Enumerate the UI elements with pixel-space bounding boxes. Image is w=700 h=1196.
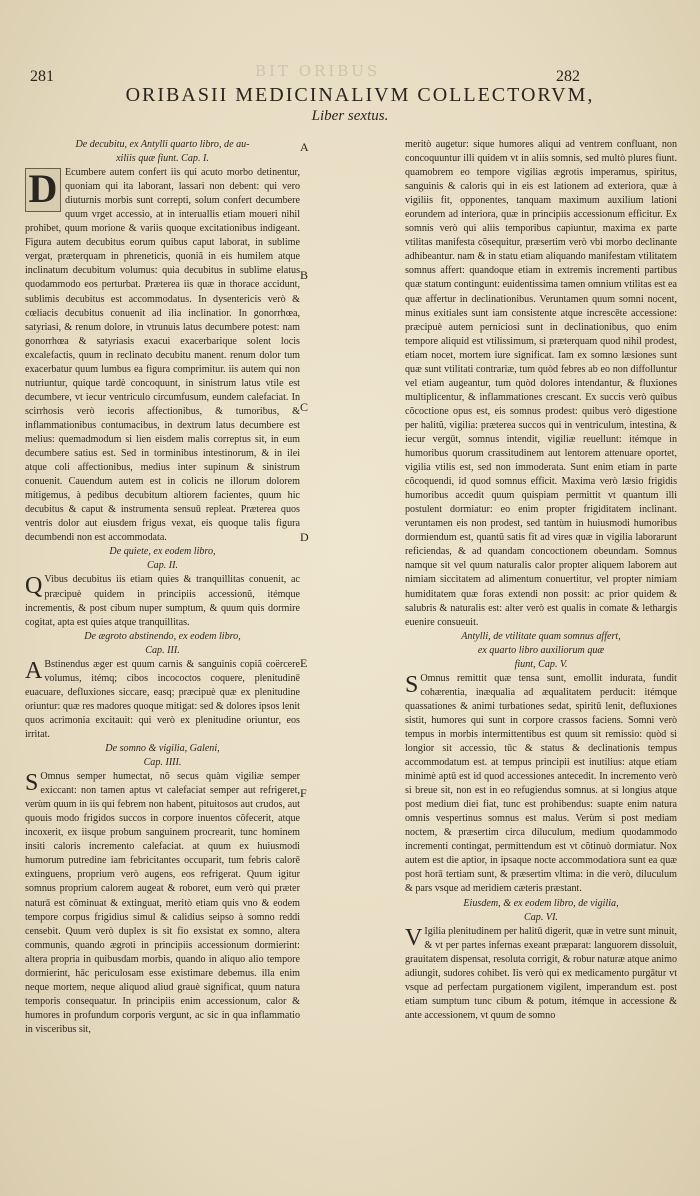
left-column xyxy=(25,138,300,1037)
margin-letter-e: E xyxy=(300,656,308,670)
paragraph-text: Vibus decubitus iis etiam quies & tranquillitas conuenit, ac præcipuè quidem in principiis accessionũ, itémque incrementis, & post cibum nuper sumptum, & quum quis dormire cogitat, apta est quies atque tranquillitas. xyxy=(25,574,300,628)
drop-cap: V xyxy=(405,924,423,951)
chapter-label: Cap. IIII. xyxy=(143,757,182,769)
margin-letter-f: F xyxy=(300,786,307,800)
paragraph-text: Ecumbere autem confert iis qui acuto morbo detinentur, quoniam qui ita laborant, lassari non debent: qui vero diuturnis morbis sunt correpti, solum confert decumbere quum vrget accessio, at in interuallis etiam moueri nihil prohibet, quum morione & variis quoque excitationibus indigeant. Figura autem decubitus eorum quibus caput laborat, in sublime vergat, præterquam in phreneticis, quoniã in eis humilem atque inclinatum decubitum volumus: quia decubitus in sublime elatus quodammodo eos perturbat. Præterea iis quæ in thorace accidunt, sublimis decubitus est accommodatus. In dysentericis verò & cœliacis decubitus conuenit ad ilia inclinatior. In gonorrhœa, satyriasi, & renum dolore, in vtrunuis latus decumbere potest: nam gonorrhœa & satyriasis exacui exacerbarique solent locis excalefactis, quum in reclinato decubitu manent. renum dolor tum exacerbatur quum lumbus ea figura comprimitur. iis autem qui non nutriuntur, quique tardè concoquunt, in sinistrum latus vtile est decumbere, vt iecur ventriculo circumfusum, eundem calefaciat. In scirrhosis verò iecoris affectionibus, & tumoribus, & inflammationibus contumacibus, in dextrum latus decumbere est melius: quemadmodum si lien eisdem malis correptus sit, in eum decumbere satius est. Sed in torminibus intestinorum, & in ilei atque coli affectionibus, medius inter supinum & sinistrum conuenit. Cauendum autem est in colicis ne illorum dolorem mitigemus, à pedibus decubitum altiorem facientes, quum hic decubitus & caput & instrumenta sensuū repleat. Præterea quos ventris dolor aut eiusdem frigus vexat, eis quoque talis figura decumbendi non est accommodata. xyxy=(25,167,300,544)
chapter-label: Cap. III. xyxy=(145,644,180,656)
paragraph xyxy=(405,925,677,1023)
paragraph xyxy=(405,672,677,897)
paragraph-text: Omnus remittit quæ tensa sunt, emollit indurata, fundit cohærentia, inæqualia ad æqualitatem perducit: itémque quassationes & animi turbationes sedat, spiritū lenit, defluxiones sistit, humores qui sunt in corpore crassos faciens. Somni verò tempus in morbis intermittentibus est quum sit remissio: quòd si longior sit accessio, tūc & status & declinationis tempus accommodatum est. at tempus principii est inutilius: atque etiam minimè aptū est id quod accessiones antecedit. In incremento verò si breue sit, non est in eo refugiendus somnus. at si longius atque post medium diei fiat, tunc est prohibendus: suapte enim natura omnis vespertinus somnus est malus. Verùm si post mediam noctem, & præsertim circa diluculum, medium quodammodo incrementi contingat, permittendum est vt cõtinuò dormiatur. Nox autem est die aptior, in ipsaque nocte accommodatiora sunt ea quæ post horā tertiam sunt, & præsertim vltima: in die verò, diluculum & pars vsque ad meridiem cæteris præstant. xyxy=(405,672,677,895)
chapter-label: Cap. V. xyxy=(538,658,568,670)
chapter-label: Cap. VI. xyxy=(524,911,558,923)
bleed-through-text: BIT ORIBUS xyxy=(255,62,381,80)
drop-cap: A xyxy=(25,657,43,684)
book-title: Liber sextus. xyxy=(311,108,389,124)
section-heading: De somno & vigilia, Galeni, xyxy=(105,743,220,755)
section-heading: Eiusdem, & ex eodem libro, de vigilia, xyxy=(463,897,619,909)
section-heading: De quiete, ex eodem libro, xyxy=(109,546,216,558)
paragraph-text: Igilia plenitudinem per halitū digerit, quæ in vetre sunt minuit, & vt per partes infernas exeant præparat: languorem dissoluit, grauitatem dispensat, resoluta corrigit, & robur naturæ atque animo adiungit, sudores cohibet. Iis verò qui ex medicamento purgātur vt vsque ad perfectam purgationem vigilent, imperandum est. post etiam sumptum tunc cibum & potum, itémque in accessione & ante accessionem, vt quum de somno xyxy=(405,925,677,1021)
paragraph xyxy=(25,770,300,1037)
section-heading: fiunt, xyxy=(514,658,536,670)
page-number-left: 281 xyxy=(30,68,54,85)
page-number-right: 282 xyxy=(556,68,580,85)
paragraph-text: Omnus semper humectat, nõ secus quàm vigiliæ semper exiccant: non tamen aptus vt calefaciat semper aut refrigeret, verùm quum in iis qui febrem non habent, pituitosos aut crudos, aut quouis modo frigidos succos in corpore inuentos cõfecerit, atque incoxerit, ex iisque probum sanguinem procrearit, tunc hominem insiti caloris incremento calefaciat. at quum ex huiusmodi humorum putredine iam febricitantes occuparit, tum febris calorē extinguens, proprium verò augens, eos refrigerat. Quum igitur somnus proprium calorem augeat & roboret, eum verò qui præter naturā est cõminuat & extinguat, meritò etiam quis vno & eodem tempore corpus frigidius simul & calidius seipso à somno reddi censebit. Quum verò duplex is sit fio exsistat ex somno, altera communis, quando ægroti in principiis accessionum dormierint: altera propria in quibusdam morbis, quando in aliquo alio tempore dormierint, hāc periculosam esse existimare debemus. illa enim neque mortem, neque aliquod aliud grauè significat, quum natura temporis consequatur. In principiis enim accessionum, calor & humores in profundum corporis vergunt, ac sic in qua inflammatio in visceribus sit, xyxy=(25,771,300,1035)
section-heading: Antylli, de vtilitate quam somnus affert, xyxy=(461,630,621,642)
right-column xyxy=(405,138,677,1023)
drop-cap: S xyxy=(405,671,419,698)
section-heading: De decubitu, ex Antylli quarto libro, de au- xyxy=(75,139,250,150)
margin-letter-d: D xyxy=(300,530,309,544)
paragraph-text: meritò augetur: sique humores aliqui ad ventrem confluant, non concoquuntur illi quidem vt in aliis somnis, sed multò plures fiunt. quamobrem eo tempore vigilias ægrotis imperamus, spiritus, sanguinis & caloris qui in eis est lationem ad exteriora, quæ à vigiliis fit, opponentes, tanquam maximum auxilium lationi eorundem ad interiora, quæ in principiis accessionum efficitur. Ex somnis verò qui aliis temporibus capiuntur, maxima ex parte vtilitas manifesta cõsequitur, præsertim verò vbi morbo declinante adhibeantur. nam & in statu etiam aliquando manifestam vtilitatem somnus affert: quandoque etiam in extremis incrementi partibus quæ statum contingunt: euidentissima tamen omnium vtilitas est ea quæ affertur in declinationibus. Veruntamen quum somni nocent, minus exitiales sunt iam consistente atque increscēte accessione: præcipuè autem perniciosi sunt in declinationibus, quo enim tempore aliquid est vtilissimum, si præterquam quod nihil prodest, etiam nocet, mortem iure significat. Iam ex somno læsiones sunt quæ sunt vtilitati contrariæ, tum quòd febres ab eo non diffolluntur vel etiam augeantur, tum quòd dolores intendantur, & fluxiones multiplicentur, & inflammationes crescant. Ex succis verò quibus cõcoctione opus est, eis somnus prodest: quibus verò digestione per halitũ, vigilia: præterea succos qui in ventriculum, intestina, & iecur vergūt, somnus intendit, vigiliæ reuellunt: itémque in humoribus quorum crassitudinem aut lentorem attenuare oportet, vigilia vtilis est, sed non immoderata. Sunt enim etiam in parte cõcoquendi, id quod somnus efficit. Maxima verò læsio frigidis humoribus accedit quum quispiam permittit vt quantum illi postulent dormiatur: eo enim propter frigiditatem inclinant. veruntamen eis non prodest, sed tantùm in huiusmodi humoribus dormiendum est, quantũ satis fit ad vires quæ in vigilia laborarunt reficiendas, & ad quandam concoctionem obeundam. Somnus namque sit vel quum naturalis calor propter aliquem laborem aut nimiam siccitatem ad alimentum conuertitur, vel propter nimiam humiditatem quæ foras extendi non possit: ac prior quidem & salubris & naturalis est: alter verò est qualis in comate & lethargis euenire consueuit. xyxy=(405,139,677,628)
paragraph xyxy=(25,573,300,629)
chapter-label: Cap. II. xyxy=(146,560,179,572)
chapter-label: Cap. I. xyxy=(181,153,209,165)
margin-letter-a: A xyxy=(300,140,309,154)
section-heading: De ægroto abstinendo, ex eodem libro, xyxy=(84,630,241,642)
paragraph xyxy=(25,166,300,545)
section-heading: xiliis quæ fiunt. xyxy=(116,153,179,165)
margin-letter-c: C xyxy=(300,400,309,414)
drop-cap: Q xyxy=(25,573,43,600)
drop-cap: S xyxy=(25,770,39,797)
drop-cap: D xyxy=(25,168,61,212)
section-heading: ex quarto libro auxiliorum quæ xyxy=(477,644,605,656)
running-head: ORIBASII MEDICINALIVM COLLECTORVM, xyxy=(125,84,595,106)
paragraph xyxy=(25,658,300,742)
paragraph-text: Bstinendus æger est quum carnis & sanguinis copiã coërcere volumus, itémq; cibos incococtos coquere, plenitudinē euacuare, defluxiones siccare, easq; præcipuè quæ ex plenitudine oriuntur: quæ res madores quoque mitigat: sed & dolores ipsos lenit quos acrimonia excitauit: qui verò ex plenitudine oriuntur, eos irritat. xyxy=(25,658,300,740)
margin-letter-b: B xyxy=(300,268,309,282)
